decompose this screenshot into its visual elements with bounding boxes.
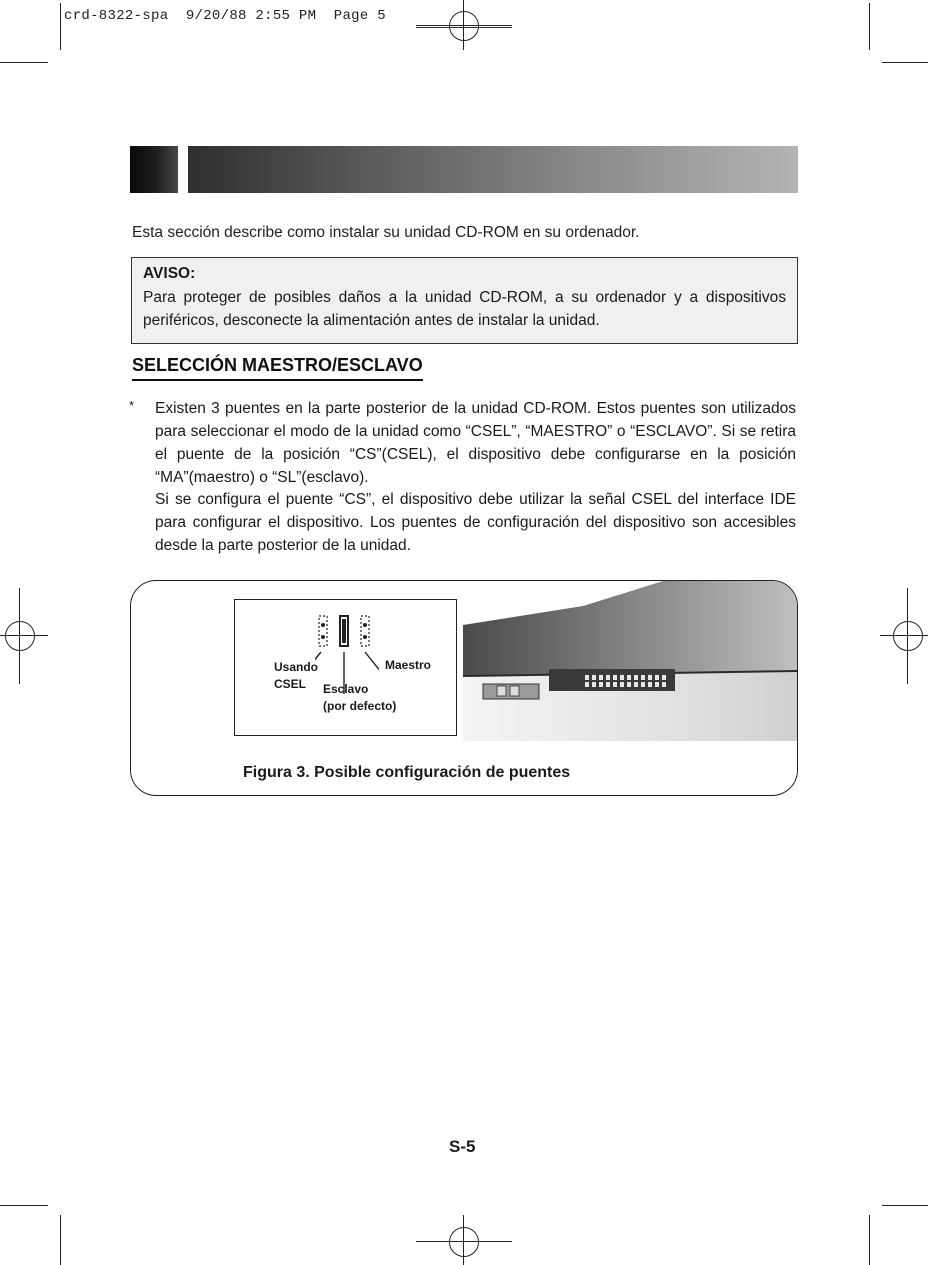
label-usando: Usando <box>274 660 319 674</box>
section-heading: SELECCIÓN MAESTRO/ESCLAVO <box>132 355 423 381</box>
crop-mark-bottom-left-h <box>0 1205 48 1206</box>
crop-mark-bottom-left-v <box>60 1215 61 1265</box>
notice-body: Para proteger de posibles daños a la unidad CD-ROM, a su ordenador y a dispositivos periféricos, desconecte la alimentación antes de instalar la unidad. <box>143 289 786 329</box>
crop-mark-top-right-h <box>882 62 928 63</box>
crop-mark-bottom-right-v <box>869 1215 870 1265</box>
intro-text: Esta sección describe como instalar su unidad CD-ROM en su ordenador. <box>132 224 640 241</box>
notice-title: AVISO: <box>143 265 196 282</box>
notice-box <box>131 257 798 344</box>
crop-mark-top-left-v <box>60 3 61 50</box>
crop-mark-bottom-right-h <box>882 1205 928 1206</box>
registration-mark-top <box>416 0 512 50</box>
figure-caption: Figura 3. Posible configuración de puentes <box>243 764 571 781</box>
jumper-figure <box>130 580 798 796</box>
jumper-detail-box <box>234 599 457 736</box>
bullet-marker: * <box>129 398 135 413</box>
registration-mark-left <box>0 588 48 684</box>
header-gradient-bar <box>188 146 798 193</box>
crop-mark-top-right-v <box>869 3 870 50</box>
registration-mark-right <box>880 588 928 684</box>
header-block <box>130 146 178 193</box>
paragraph-2: Si se configura el puente “CS”, el dispositivo debe utilizar la señal CSEL del interface IDE para configurar el dispositivo. Los puentes de configuración del dispositivo son accesibles desde la parte posterior de la unidad. <box>155 491 796 554</box>
label-por-defecto: (por defecto) <box>323 699 397 713</box>
crop-mark-top-left-h <box>0 62 48 63</box>
registration-mark-bottom <box>416 1215 512 1265</box>
drive-rear-illustration <box>453 581 798 741</box>
label-esclavo: Esclavo <box>323 682 369 696</box>
page-number: S-5 <box>449 1137 476 1156</box>
paragraph-1: Existen 3 puentes en la parte posterior de la unidad CD-ROM. Estos puentes son utilizados para seleccionar el modo de la unidad como “CSEL”, “MAESTRO” o “ESCLAVO”. Si se retira el puente de la posición “CS”(CSEL), el dispositivo debe configurarse en la posición “MA”(maestro) o “SL”(esclavo). <box>155 400 796 486</box>
label-maestro: Maestro <box>385 658 432 672</box>
label-csel: CSEL <box>274 677 307 691</box>
print-slug: crd-8322-spa 9/20/88 2:55 PM Page 5 <box>64 8 386 24</box>
